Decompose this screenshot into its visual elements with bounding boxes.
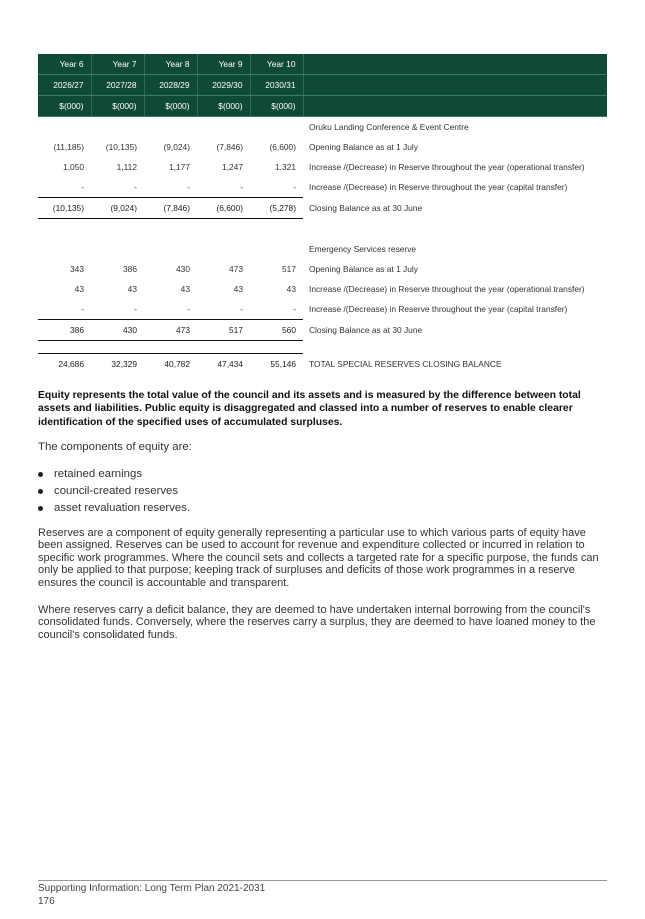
page-number: 176 bbox=[38, 896, 55, 907]
row-label: Increase /(Decrease) in Reserve throughout the year (capital transfer) bbox=[309, 304, 568, 315]
value-cell: - bbox=[240, 304, 243, 314]
value-cell: 55,146 bbox=[250, 354, 303, 375]
value-cell: 43 bbox=[233, 284, 243, 294]
row-label: Opening Balance as at 1 July bbox=[309, 264, 418, 274]
value-cell: 1,321 bbox=[275, 162, 296, 172]
list-item-text: retained earnings bbox=[54, 468, 143, 480]
value-cell: - bbox=[240, 182, 243, 192]
header-cell: $(000) bbox=[38, 96, 91, 117]
value-cell: (7,846) bbox=[144, 198, 197, 219]
value-cell: 473 bbox=[144, 320, 197, 341]
value-cell: 517 bbox=[197, 320, 250, 341]
header-blank bbox=[303, 96, 607, 117]
value-cell: - bbox=[187, 304, 190, 314]
header-cell: 2028/29 bbox=[144, 75, 197, 96]
value-cell: 430 bbox=[91, 320, 144, 341]
value-cell: (6,600) bbox=[269, 142, 296, 152]
row-label: TOTAL SPECIAL RESERVES CLOSING BALANCE bbox=[309, 358, 502, 369]
value-cell: (5,278) bbox=[250, 198, 303, 219]
header-row-periods bbox=[38, 75, 607, 96]
value-cell: 517 bbox=[282, 264, 296, 274]
row-label: Closing Balance as at 30 June bbox=[309, 325, 423, 335]
value-cell: - bbox=[293, 182, 296, 192]
deficit-paragraph: Where reserves carry a deficit balance, they are deemed to have undertaken internal borrowing from the council's consolidated funds. Conversely, where the reserves carry a surplus, they are deemed to have loaned money to the council's consolidated funds. bbox=[38, 604, 596, 641]
value-cell: 24,686 bbox=[38, 354, 91, 375]
value-cell: 473 bbox=[229, 264, 243, 274]
list-item bbox=[38, 466, 190, 483]
closing-balance-row bbox=[38, 320, 607, 341]
grand-total-row bbox=[38, 354, 607, 375]
value-cell: - bbox=[81, 304, 84, 314]
value-cell: (9,024) bbox=[91, 198, 144, 219]
closing-balance-row bbox=[38, 198, 607, 219]
header-cell: 2027/28 bbox=[91, 75, 144, 96]
header-blank bbox=[303, 54, 607, 75]
blank-row bbox=[38, 341, 607, 354]
value-cell: 386 bbox=[123, 264, 137, 274]
bullet-icon bbox=[38, 472, 43, 477]
header-row-years bbox=[38, 54, 607, 75]
header-cell: $(000) bbox=[197, 96, 250, 117]
list-item-text: asset revaluation reserves. bbox=[54, 502, 191, 514]
section-title: Emergency Services reserve bbox=[309, 244, 417, 254]
value-cell: 43 bbox=[74, 284, 84, 294]
footer bbox=[38, 882, 265, 908]
value-cell: 560 bbox=[250, 320, 303, 341]
table-row bbox=[38, 279, 607, 299]
blank-row bbox=[38, 219, 607, 240]
value-cell: 386 bbox=[38, 320, 91, 341]
components-list bbox=[38, 466, 190, 517]
list-item bbox=[38, 483, 190, 500]
footer-divider bbox=[38, 880, 607, 881]
value-cell: (9,024) bbox=[163, 142, 190, 152]
value-cell: 1,050 bbox=[63, 162, 84, 172]
bullet-icon bbox=[38, 489, 43, 494]
header-cell: Year 6 bbox=[38, 54, 91, 75]
value-cell: (7,846) bbox=[216, 142, 243, 152]
components-title: The components of equity are: bbox=[38, 441, 192, 453]
special-reserves-table bbox=[38, 54, 607, 374]
equity-intro: Equity represents the total value of the council and its assets and is measured by the difference between total assets and liabilities. Public equity is disaggregated and classed into a number of reserves to enable clearer identification of the specified uses of accumulated surpluses. bbox=[38, 390, 581, 428]
value-cell: 430 bbox=[176, 264, 190, 274]
section-title-row bbox=[38, 117, 607, 138]
value-cell: 40,782 bbox=[144, 354, 197, 375]
header-blank bbox=[303, 75, 607, 96]
value-cell: (10,135) bbox=[105, 142, 137, 152]
section-title: Oruku Landing Conference & Event Centre bbox=[309, 122, 469, 132]
list-item bbox=[38, 500, 190, 517]
value-cell: - bbox=[293, 304, 296, 314]
value-cell: (6,600) bbox=[197, 198, 250, 219]
value-cell: 1,112 bbox=[116, 162, 137, 172]
value-cell: 1,247 bbox=[222, 162, 243, 172]
header-cell: Year 8 bbox=[144, 54, 197, 75]
row-label: Opening Balance as at 1 July bbox=[309, 142, 418, 152]
value-cell: 43 bbox=[127, 284, 137, 294]
header-cell: Year 7 bbox=[91, 54, 144, 75]
table-row bbox=[38, 299, 607, 320]
row-label: Increase /(Decrease) in Reserve throughout the year (capital transfer) bbox=[309, 182, 568, 193]
value-cell: - bbox=[187, 182, 190, 192]
value-cell: - bbox=[134, 182, 137, 192]
bullet-icon bbox=[38, 506, 43, 511]
footer-title: Supporting Information: Long Term Plan 2021-2031 bbox=[38, 883, 266, 894]
value-cell: 32,329 bbox=[91, 354, 144, 375]
header-cell: $(000) bbox=[91, 96, 144, 117]
header-cell: Year 10 bbox=[250, 54, 303, 75]
value-cell: (11,185) bbox=[53, 142, 84, 152]
header-row-units bbox=[38, 96, 607, 117]
row-label: Increase /(Decrease) in Reserve throughout the year (operational transfer) bbox=[309, 162, 585, 172]
value-cell: (10,135) bbox=[38, 198, 91, 219]
row-label: Closing Balance as at 30 June bbox=[309, 203, 423, 213]
section-title-row bbox=[38, 239, 607, 259]
table-row bbox=[38, 177, 607, 198]
value-cell: 43 bbox=[180, 284, 190, 294]
value-cell: 43 bbox=[286, 284, 296, 294]
header-cell: Year 9 bbox=[197, 54, 250, 75]
reserves-paragraph: Reserves are a component of equity generally representing a particular use to which various parts of equity have been assigned. Reserves can be used to account for revenue and expenditure collected or incurred in relation to specific work programmes. Where the council sets and collects a targeted rate for a specific purpose, the funds can only be applied to that purpose; keeping track of surpluses and deficits of those work programmes in a reserve ensures the council is accountable and transparent. bbox=[38, 527, 599, 589]
header-cell: $(000) bbox=[144, 96, 197, 117]
value-cell: 47,434 bbox=[197, 354, 250, 375]
header-cell: $(000) bbox=[250, 96, 303, 117]
header-cell: 2026/27 bbox=[38, 75, 91, 96]
table-row bbox=[38, 259, 607, 279]
header-cell: 2029/30 bbox=[197, 75, 250, 96]
table-row bbox=[38, 157, 607, 177]
row-label: Increase /(Decrease) in Reserve throughout the year (operational transfer) bbox=[309, 284, 585, 294]
value-cell: - bbox=[81, 182, 84, 192]
table-row bbox=[38, 137, 607, 157]
value-cell: 1,177 bbox=[169, 162, 190, 172]
value-cell: - bbox=[134, 304, 137, 314]
value-cell: 343 bbox=[70, 264, 84, 274]
list-item-text: council-created reserves bbox=[54, 485, 179, 497]
header-cell: 2030/31 bbox=[250, 75, 303, 96]
